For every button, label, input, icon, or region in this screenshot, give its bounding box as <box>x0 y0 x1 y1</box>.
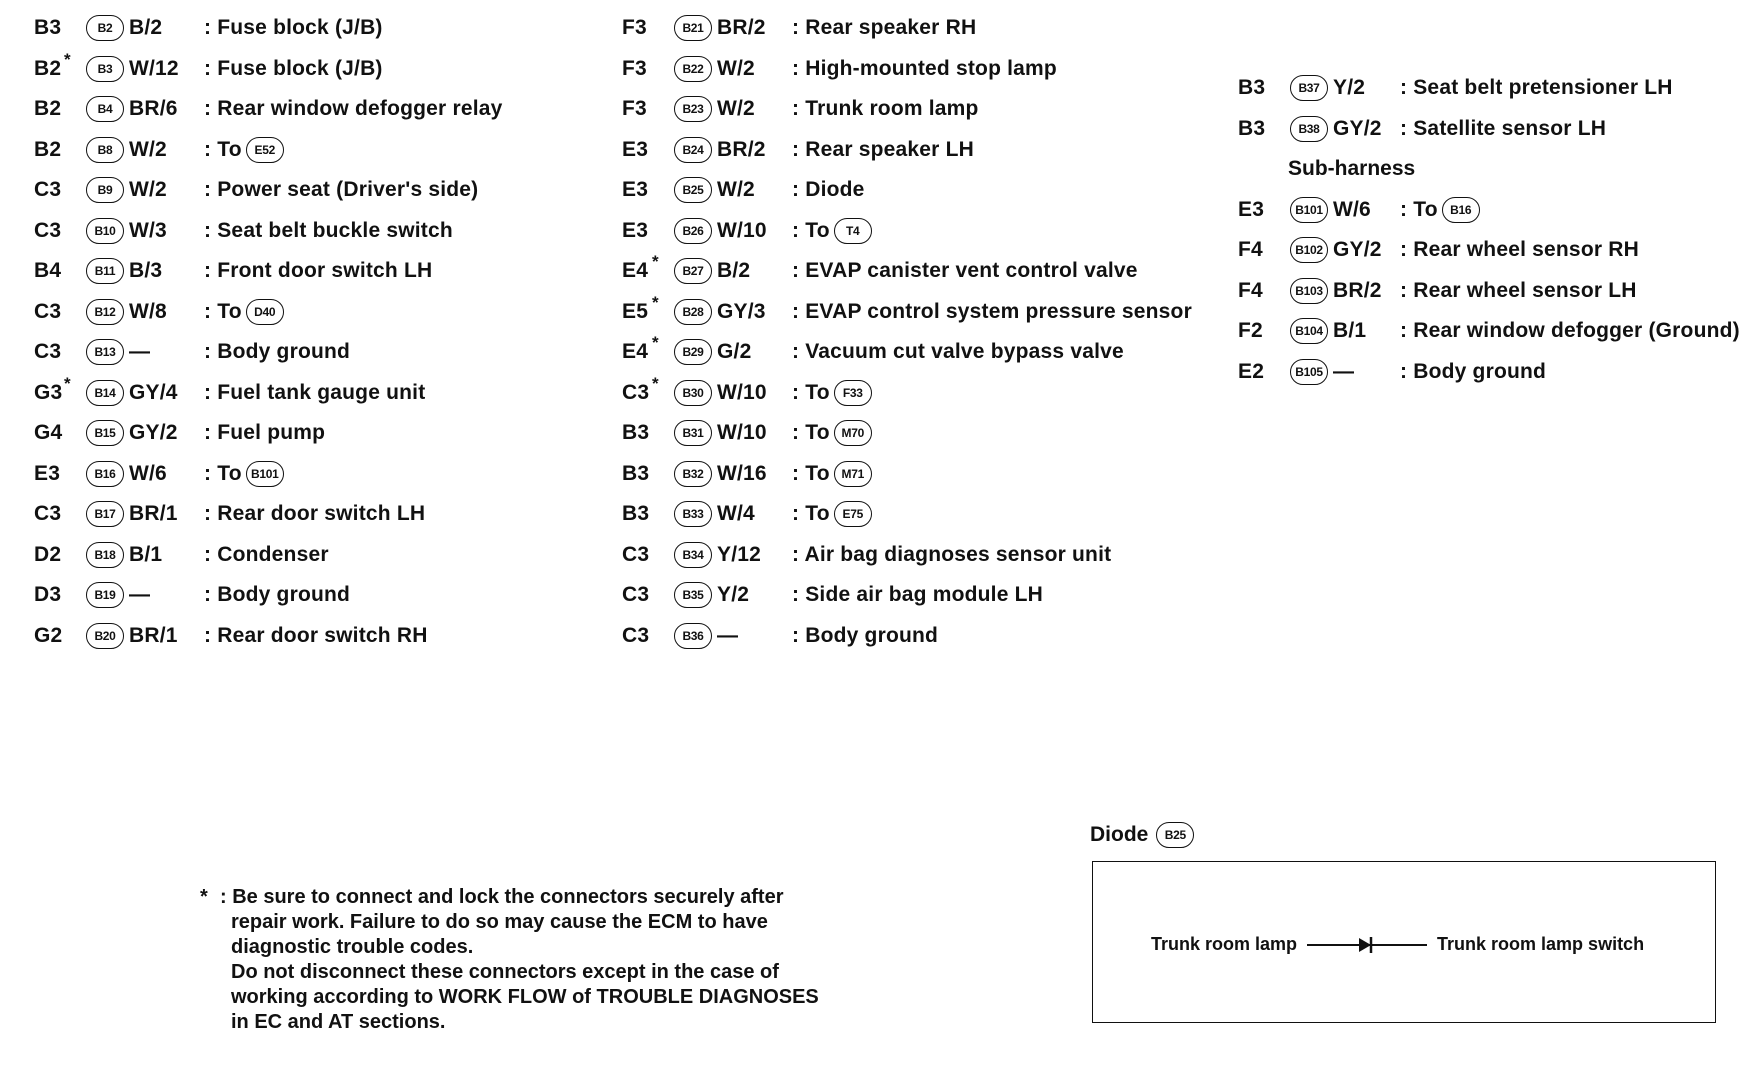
connector-badge: B102 <box>1290 237 1328 263</box>
grid-reference: B3 <box>622 502 650 526</box>
connector-badge: B35 <box>674 582 712 608</box>
connector-badge: B27 <box>674 258 712 284</box>
connector-description <box>204 381 425 405</box>
connector-row <box>622 211 1222 252</box>
connector-description <box>204 16 383 40</box>
description-text: : Rear window defogger (Ground) <box>1400 319 1740 343</box>
connector-row <box>34 332 634 373</box>
connector-description <box>204 421 325 445</box>
connector-badge: B11 <box>86 258 124 284</box>
connector-description <box>204 97 503 121</box>
connector-badge: B8 <box>86 137 124 163</box>
wire-spec: B/3 <box>129 259 163 283</box>
connector-badge: B33 <box>674 501 712 527</box>
connector-description <box>792 420 872 446</box>
grid-reference: E5 <box>622 299 649 323</box>
description-text: : Body ground <box>204 340 351 364</box>
grid-reference: E3 <box>622 218 649 242</box>
diode-right-label: Trunk room lamp switch <box>1437 934 1645 954</box>
diode-symbol-icon <box>1307 935 1427 955</box>
connector-description <box>1400 76 1673 100</box>
connector-row <box>1238 311 1738 352</box>
connector-row <box>1238 230 1738 271</box>
grid-reference: E3 <box>1238 197 1265 221</box>
connector-badge: B17 <box>86 501 124 527</box>
connector-badge: B3 <box>86 56 124 82</box>
wire-spec: W/10 <box>717 421 767 445</box>
connector-badge: B16 <box>86 461 124 487</box>
grid-reference: B2 <box>34 97 62 121</box>
connector-badge: B9 <box>86 177 124 203</box>
subharness-heading: Sub-harness <box>1288 157 1416 181</box>
connector-row <box>622 373 1222 414</box>
connector-row <box>34 413 634 454</box>
connector-description <box>1400 279 1637 303</box>
description-text: : Front door switch LH <box>204 259 433 283</box>
connector-description <box>792 583 1043 607</box>
connector-row <box>1238 271 1738 312</box>
description-text: : EVAP canister vent control valve <box>792 259 1138 283</box>
description-text: : Fuel tank gauge unit <box>204 380 426 404</box>
connector-row <box>34 292 634 333</box>
connector-row <box>1238 190 1738 231</box>
grid-reference: D3 <box>34 583 62 607</box>
grid-reference: B3 <box>1238 76 1266 100</box>
grid-reference: B2 <box>34 56 62 80</box>
asterisk-mark: * <box>652 252 659 271</box>
grid-reference: F4 <box>1238 278 1263 302</box>
description-text: : Seat belt pretensioner LH <box>1400 76 1673 100</box>
connector-list-column-3 <box>1238 68 1738 392</box>
description-text: : Body ground <box>1400 359 1547 383</box>
connector-row <box>1238 68 1738 109</box>
connector-description <box>792 97 979 121</box>
connector-row <box>1238 109 1738 150</box>
wire-spec: BR/2 <box>717 137 766 161</box>
description-text: : Power seat (Driver's side) <box>204 178 479 202</box>
description-text: : Side air bag module LH <box>792 583 1043 607</box>
connector-badge: B19 <box>86 582 124 608</box>
connector-badge: B24 <box>674 137 712 163</box>
grid-reference: F3 <box>622 97 647 121</box>
diode-title-text: Diode <box>1090 823 1149 846</box>
connector-description <box>792 543 1111 567</box>
connector-badge: B101 <box>1290 197 1328 223</box>
connector-row <box>34 454 634 495</box>
description-text: : Rear speaker RH <box>792 16 977 40</box>
description-text: : Body ground <box>204 583 351 607</box>
connector-description <box>792 300 1192 324</box>
description-text: : Diode <box>792 178 865 202</box>
description-text: : Rear speaker LH <box>792 137 974 161</box>
connector-row <box>622 494 1222 535</box>
target-connector-badge: F33 <box>834 380 872 406</box>
connector-badge: B29 <box>674 339 712 365</box>
description-text: : To <box>792 461 830 485</box>
grid-reference: F4 <box>1238 238 1263 262</box>
connector-badge: B36 <box>674 623 712 649</box>
target-connector-badge: T4 <box>834 218 872 244</box>
wire-spec: — <box>1333 359 1355 383</box>
wire-spec: GY/2 <box>1333 238 1382 262</box>
connector-row <box>622 575 1222 616</box>
wire-spec: BR/2 <box>1333 278 1382 302</box>
connector-badge: B22 <box>674 56 712 82</box>
column-3-main-list <box>1238 68 1738 149</box>
grid-reference: C3 <box>34 218 62 242</box>
connector-row <box>34 373 634 414</box>
description-text: : Body ground <box>792 623 939 647</box>
wire-spec: W/6 <box>129 461 167 485</box>
grid-reference: B4 <box>34 259 62 283</box>
wire-spec: Y/12 <box>717 542 761 566</box>
connector-description <box>204 543 329 567</box>
wire-spec: W/2 <box>129 178 167 202</box>
wire-spec: W/12 <box>129 56 179 80</box>
connector-description <box>204 259 432 283</box>
note-line: diagnostic trouble codes. <box>231 936 474 958</box>
description-text: : Rear wheel sensor RH <box>1400 238 1639 262</box>
target-connector-badge: M71 <box>834 461 872 487</box>
connector-description <box>1400 238 1639 262</box>
connector-badge: B31 <box>674 420 712 446</box>
asterisk-mark: * <box>652 292 659 312</box>
grid-reference: E4 <box>622 340 649 364</box>
connector-row <box>622 616 1222 657</box>
description-text: : Air bag diagnoses sensor unit <box>792 542 1112 566</box>
grid-reference: C3 <box>622 380 650 404</box>
grid-reference: E3 <box>34 461 61 485</box>
connector-description <box>1400 197 1480 223</box>
wire-spec: BR/1 <box>129 623 178 647</box>
connector-badge: B15 <box>86 420 124 446</box>
connector-badge: B38 <box>1290 116 1328 142</box>
grid-reference: C3 <box>34 340 62 364</box>
connector-badge: B28 <box>674 299 712 325</box>
grid-reference: F3 <box>622 16 647 40</box>
connector-badge: B13 <box>86 339 124 365</box>
asterisk-mark: * <box>64 373 71 393</box>
connector-badge: B12 <box>86 299 124 325</box>
connector-row <box>622 454 1222 495</box>
target-connector-badge: E75 <box>834 501 872 527</box>
grid-reference: B3 <box>34 16 62 40</box>
connector-description <box>792 259 1138 283</box>
wire-spec: — <box>129 583 151 607</box>
connector-row <box>1238 352 1738 393</box>
target-connector-badge: M70 <box>834 420 872 446</box>
connector-description <box>204 502 425 526</box>
description-text: : To <box>204 299 242 323</box>
connector-description <box>792 178 865 202</box>
connector-description <box>1400 360 1546 384</box>
connector-description <box>792 218 872 244</box>
connector-row <box>34 616 634 657</box>
grid-reference: B3 <box>622 461 650 485</box>
connector-row <box>622 8 1222 49</box>
diode-circuit <box>1151 934 1644 955</box>
caution-note <box>200 885 900 1035</box>
note-line: repair work. Failure to do so may cause the ECM to have <box>231 911 768 933</box>
connector-description <box>204 219 453 243</box>
connector-description <box>792 16 976 40</box>
connector-description <box>204 57 383 81</box>
wire-spec: — <box>129 340 151 364</box>
description-text: : Satellite sensor LH <box>1400 116 1607 140</box>
wire-spec: BR/1 <box>129 502 178 526</box>
description-text: : Rear wheel sensor LH <box>1400 278 1637 302</box>
connector-list-column-1 <box>34 8 634 656</box>
grid-reference: C3 <box>34 502 62 526</box>
grid-reference: C3 <box>622 542 650 566</box>
description-text: : Rear door switch LH <box>204 502 426 526</box>
connector-badge: B25 <box>674 177 712 203</box>
grid-reference: E4 <box>622 259 649 283</box>
connector-description <box>204 178 478 202</box>
asterisk-mark: * <box>652 373 659 393</box>
note-body <box>220 885 900 1035</box>
wire-spec: W/2 <box>717 56 755 80</box>
description-text: : To <box>204 461 242 485</box>
connector-badge: B37 <box>1290 75 1328 101</box>
note-line: in EC and AT sections. <box>231 1011 446 1033</box>
wire-spec: GY/3 <box>717 299 766 323</box>
diode-diagram <box>1092 861 1716 1023</box>
description-text: : Condenser <box>204 542 329 566</box>
description-text: : To <box>1400 197 1438 221</box>
connector-badge: B4 <box>86 96 124 122</box>
description-text: : Fuel pump <box>204 421 326 445</box>
connector-row <box>34 575 634 616</box>
grid-reference: G3 <box>34 380 63 404</box>
description-text: : High-mounted stop lamp <box>792 56 1057 80</box>
connector-row <box>622 130 1222 171</box>
description-text: : Fuse block (J/B) <box>204 56 383 80</box>
target-connector-badge: B16 <box>1442 197 1480 223</box>
grid-reference: D2 <box>34 542 62 566</box>
connector-row <box>34 8 634 49</box>
wire-spec: B/1 <box>129 542 163 566</box>
grid-reference: G4 <box>34 421 63 445</box>
wire-spec: W/2 <box>717 97 755 121</box>
connector-badge: B30 <box>674 380 712 406</box>
grid-reference: C3 <box>34 299 62 323</box>
target-connector-badge: B101 <box>246 461 284 487</box>
wire-spec: GY/2 <box>1333 116 1382 140</box>
wire-spec: W/16 <box>717 461 767 485</box>
connector-description <box>204 624 428 648</box>
connector-description <box>792 461 872 487</box>
wire-spec: G/2 <box>717 340 752 364</box>
connector-description <box>1400 117 1606 141</box>
connector-badge: B14 <box>86 380 124 406</box>
diode-left-label: Trunk room lamp <box>1151 934 1298 954</box>
connector-row <box>622 251 1222 292</box>
connector-row <box>622 49 1222 90</box>
grid-reference: F2 <box>1238 319 1263 343</box>
connector-row <box>34 251 634 292</box>
wire-spec: W/2 <box>717 178 755 202</box>
connector-badge: B10 <box>86 218 124 244</box>
description-text: : To <box>792 421 830 445</box>
description-text: : EVAP control system pressure sensor <box>792 299 1192 323</box>
subharness-list <box>1238 190 1738 393</box>
connector-list-column-2 <box>622 8 1222 656</box>
connector-row <box>622 413 1222 454</box>
connector-description <box>204 461 284 487</box>
wire-spec: Y/2 <box>717 583 750 607</box>
connector-description <box>792 340 1124 364</box>
wire-spec: BR/6 <box>129 97 178 121</box>
connector-badge: B23 <box>674 96 712 122</box>
connector-row <box>622 170 1222 211</box>
wire-spec: B/2 <box>129 16 163 40</box>
description-text: : To <box>204 137 242 161</box>
description-text: : Trunk room lamp <box>792 97 979 121</box>
connector-badge: B104 <box>1290 318 1328 344</box>
connector-description <box>204 340 350 364</box>
connector-description <box>204 137 284 163</box>
wire-spec: W/2 <box>129 137 167 161</box>
connector-row <box>622 89 1222 130</box>
wire-spec: W/8 <box>129 299 167 323</box>
description-text: : To <box>792 502 830 526</box>
connector-badge: B26 <box>674 218 712 244</box>
connector-row <box>622 292 1222 333</box>
target-connector-badge: D40 <box>246 299 284 325</box>
connector-badge: B21 <box>674 15 712 41</box>
description-text: : To <box>792 218 830 242</box>
wire-spec: W/10 <box>717 380 767 404</box>
wire-spec: W/4 <box>717 502 755 526</box>
asterisk-mark: * <box>652 333 659 352</box>
diode-connector-badge: B25 <box>1156 822 1194 848</box>
connector-description <box>792 624 938 648</box>
connector-row <box>622 535 1222 576</box>
diode-title <box>1090 822 1194 848</box>
grid-reference: E2 <box>1238 359 1265 383</box>
connector-row <box>34 89 634 130</box>
description-text: : To <box>792 380 830 404</box>
grid-reference: B2 <box>34 137 62 161</box>
wire-spec: W/6 <box>1333 197 1371 221</box>
grid-reference: E3 <box>622 178 649 202</box>
wire-spec: GY/4 <box>129 380 178 404</box>
connector-badge: B103 <box>1290 278 1328 304</box>
wire-spec: W/3 <box>129 218 167 242</box>
connector-badge: B18 <box>86 542 124 568</box>
wire-spec: Y/2 <box>1333 76 1366 100</box>
grid-reference: F3 <box>622 56 647 80</box>
grid-reference: E3 <box>622 137 649 161</box>
connector-row <box>34 130 634 171</box>
description-text: : Rear door switch RH <box>204 623 428 647</box>
wire-spec: W/10 <box>717 218 767 242</box>
description-text: : Fuse block (J/B) <box>204 16 383 40</box>
connector-row <box>622 332 1222 373</box>
note-line: Do not disconnect these connectors except in the case of <box>231 961 779 983</box>
connector-badge: B34 <box>674 542 712 568</box>
connector-description <box>792 501 872 527</box>
target-connector-badge: E52 <box>246 137 284 163</box>
note-line: : Be sure to connect and lock the connectors securely after <box>220 886 784 908</box>
description-text: : Seat belt buckle switch <box>204 218 453 242</box>
connector-description <box>1400 319 1740 343</box>
wire-spec: — <box>717 623 739 647</box>
connector-row <box>34 211 634 252</box>
description-text: : Rear window defogger relay <box>204 97 503 121</box>
wire-spec: B/2 <box>717 259 751 283</box>
wire-spec: BR/2 <box>717 16 766 40</box>
connector-description <box>204 583 350 607</box>
grid-reference: C3 <box>622 623 650 647</box>
connector-badge: B2 <box>86 15 124 41</box>
description-text: : Vacuum cut valve bypass valve <box>792 340 1124 364</box>
connector-row <box>34 170 634 211</box>
connector-badge: B105 <box>1290 359 1328 385</box>
connector-description <box>792 380 872 406</box>
connector-description <box>204 299 284 325</box>
connector-row <box>34 49 634 90</box>
note-asterisk: * <box>200 886 208 908</box>
grid-reference: B3 <box>1238 116 1266 140</box>
grid-reference: C3 <box>34 178 62 202</box>
connector-description <box>792 57 1057 81</box>
wire-spec: GY/2 <box>129 421 178 445</box>
asterisk-mark: * <box>64 49 71 69</box>
wire-spec: B/1 <box>1333 319 1367 343</box>
note-line: working according to WORK FLOW of TROUBLE DIAGNOSES <box>231 986 819 1008</box>
grid-reference: C3 <box>622 583 650 607</box>
connector-badge: B20 <box>86 623 124 649</box>
grid-reference: B3 <box>622 421 650 445</box>
grid-reference: G2 <box>34 623 63 647</box>
connector-row <box>34 535 634 576</box>
connector-row <box>34 494 634 535</box>
connector-description <box>792 138 974 162</box>
connector-badge: B32 <box>674 461 712 487</box>
